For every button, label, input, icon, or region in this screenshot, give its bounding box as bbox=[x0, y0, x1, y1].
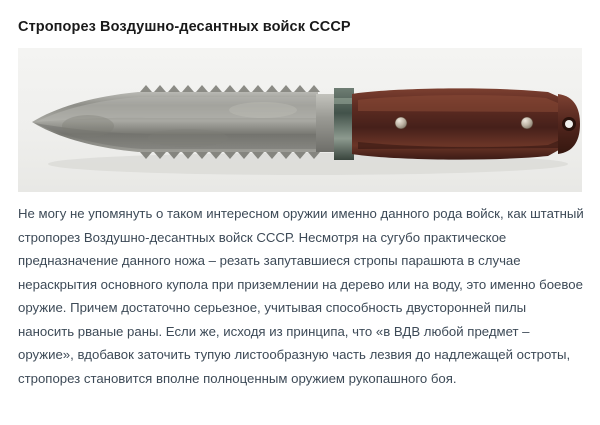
figure-container bbox=[18, 48, 582, 192]
article-body bbox=[18, 202, 584, 390]
knife-photo bbox=[18, 48, 582, 192]
page-title: Стропорез Воздушно-десантных войск СССР bbox=[18, 19, 351, 35]
article-paragraph: Не могу не упомянуть о таком интересном оружии именно данного рода войск, как штатный стропорез Воздушно-десантных войск СССР. Несмотря на сугубо практическое предназначение данного ножа – резать запутавшиеся стропы парашюта в случае нераскрытия основного купола при приземлении на дерево или на воду, это именно боевое оружие. Причем достаточно серьезное, учитывая способность двусторонней пилы наносить рваные раны. Если же, исходя из принципа, что «в ВДВ любой предмет – оружие», вдобавок заточить тупую листообразную часть лезвия до надлежащей остроты, стропорез становится вполне полноценным оружием рукопашного боя. bbox=[18, 206, 584, 386]
